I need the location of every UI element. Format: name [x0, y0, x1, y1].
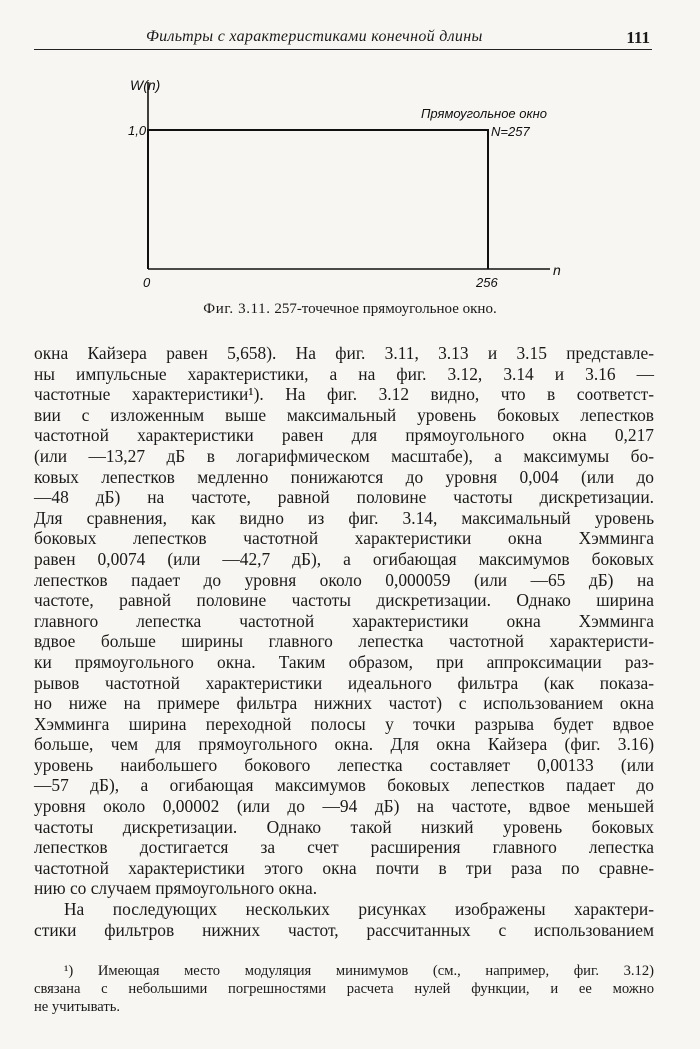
text-line: лепестков достигается за счет расширения главного лепестка — [34, 837, 654, 858]
text-line: —57 дБ), а огибающая максимумов боковых лепестков падает до — [34, 775, 654, 796]
text-line: окна Кайзера равен 5,658). На фиг. 3.11, 3.13 и 3.15 представле- — [34, 343, 654, 363]
footnote — [34, 962, 654, 1016]
footnote-line: связана с небольшими погрешностями расчета нулей функции, и ее можно — [34, 981, 654, 997]
x-origin-label: 0 — [143, 275, 151, 290]
y-axis-label: W(n) — [130, 77, 161, 93]
text-line: уровня около 0,00002 (или до —94 дБ) на частоте, вдвое меньшей — [34, 796, 654, 817]
text-line: но ниже на примере фильтра нижних частот) с использованием окна — [34, 693, 654, 714]
caption-text: 257-точечное прямоугольное окно. — [274, 301, 497, 317]
footnote-line: ¹) Имеющая место модуляция минимумов (см., например, фиг. 3.12) — [64, 963, 654, 979]
text-line: вдвое больше ширины главного лепестка частотной характеристи- — [34, 631, 654, 652]
x-tick-label: 256 — [476, 275, 498, 290]
text-line: Для сравнения, как видно из фиг. 3.14, максимальный уровень — [34, 507, 654, 528]
y-tick-label: 1,0 — [128, 123, 147, 138]
text-line: Хэмминга ширина переходной полосы у точки разрыва будет вдвое — [34, 713, 654, 734]
text-line: уровень наибольшего бокового лепестка составляет 0,00133 (или — [34, 754, 654, 775]
text-line: частоты дискретизации. Однако такой низкий уровень боковых — [34, 816, 654, 837]
page-header — [34, 28, 652, 50]
text-line: —48 дБ) на частоте, равной половине частоты дискретизации. — [34, 487, 654, 508]
text-line: равен 0,0074 (или —42,7 дБ), а огибающая максимумов боковых — [34, 548, 654, 569]
text-line: частотной характеристики этого окна почти в три раза по сравне- — [34, 857, 654, 878]
text-line: На последующих нескольких рисунках изображены характери- — [64, 899, 654, 920]
rectangular-window-figure — [0, 60, 700, 295]
window-annotation-length: N=257 — [491, 124, 530, 139]
caption-label: Фиг. 3.11. — [203, 301, 271, 317]
text-line: ки прямоугольного окна. Таким образом, при аппроксимации раз- — [34, 651, 654, 672]
footnote-line: не учитывать. — [34, 999, 121, 1015]
text-line: боковых лепестков частотной характеристики окна Хэмминга — [34, 528, 654, 549]
text-line: частотные характеристики¹). На фиг. 3.12 видно, что в соответст- — [34, 384, 654, 405]
figure-caption — [0, 301, 700, 318]
text-line: лепестков падает до уровня около 0,000059 (или —65 дБ) на — [34, 569, 654, 590]
header-rule — [34, 49, 652, 50]
text-line: вии с изложенным выше максимальный уровень боковых лепестков — [34, 404, 654, 425]
window-annotation-name: Прямоугольное окно — [421, 106, 548, 121]
window-curve — [148, 130, 488, 269]
body-text — [34, 343, 654, 940]
text-line: частоте, равной половине частоты дискретизации. Однако ширина — [34, 590, 654, 611]
text-line: главного лепестка частотной характеристики окна Хэмминга — [34, 610, 654, 631]
text-line: нию со случаем прямоугольного окна. — [34, 878, 318, 899]
text-line: стики фильтров нижних частот, рассчитанных с использованием — [34, 919, 654, 940]
page-number: 111 — [626, 28, 650, 47]
text-line: (или —13,27 дБ в логарифмическом масштабе), а максимумы бо- — [34, 445, 654, 466]
text-line: больше, чем для прямоугольного окна. Для окна Кайзера (фиг. 3.16) — [34, 734, 654, 755]
text-line: рывов частотной характеристики идеального фильтра (как показа- — [34, 672, 654, 693]
text-line: ковых лепестков медленно понижаются до уровня 0,004 (или до — [34, 466, 654, 487]
text-line: частотной характеристики равен для прямоугольного окна 0,217 — [34, 425, 654, 446]
x-axis-label: n — [553, 262, 561, 278]
text-line: ны импульсные характеристики, а на фиг. 3.12, 3.14 и 3.16 — — [34, 363, 654, 384]
running-title: Фильтры с характеристиками конечной длины — [146, 28, 483, 45]
